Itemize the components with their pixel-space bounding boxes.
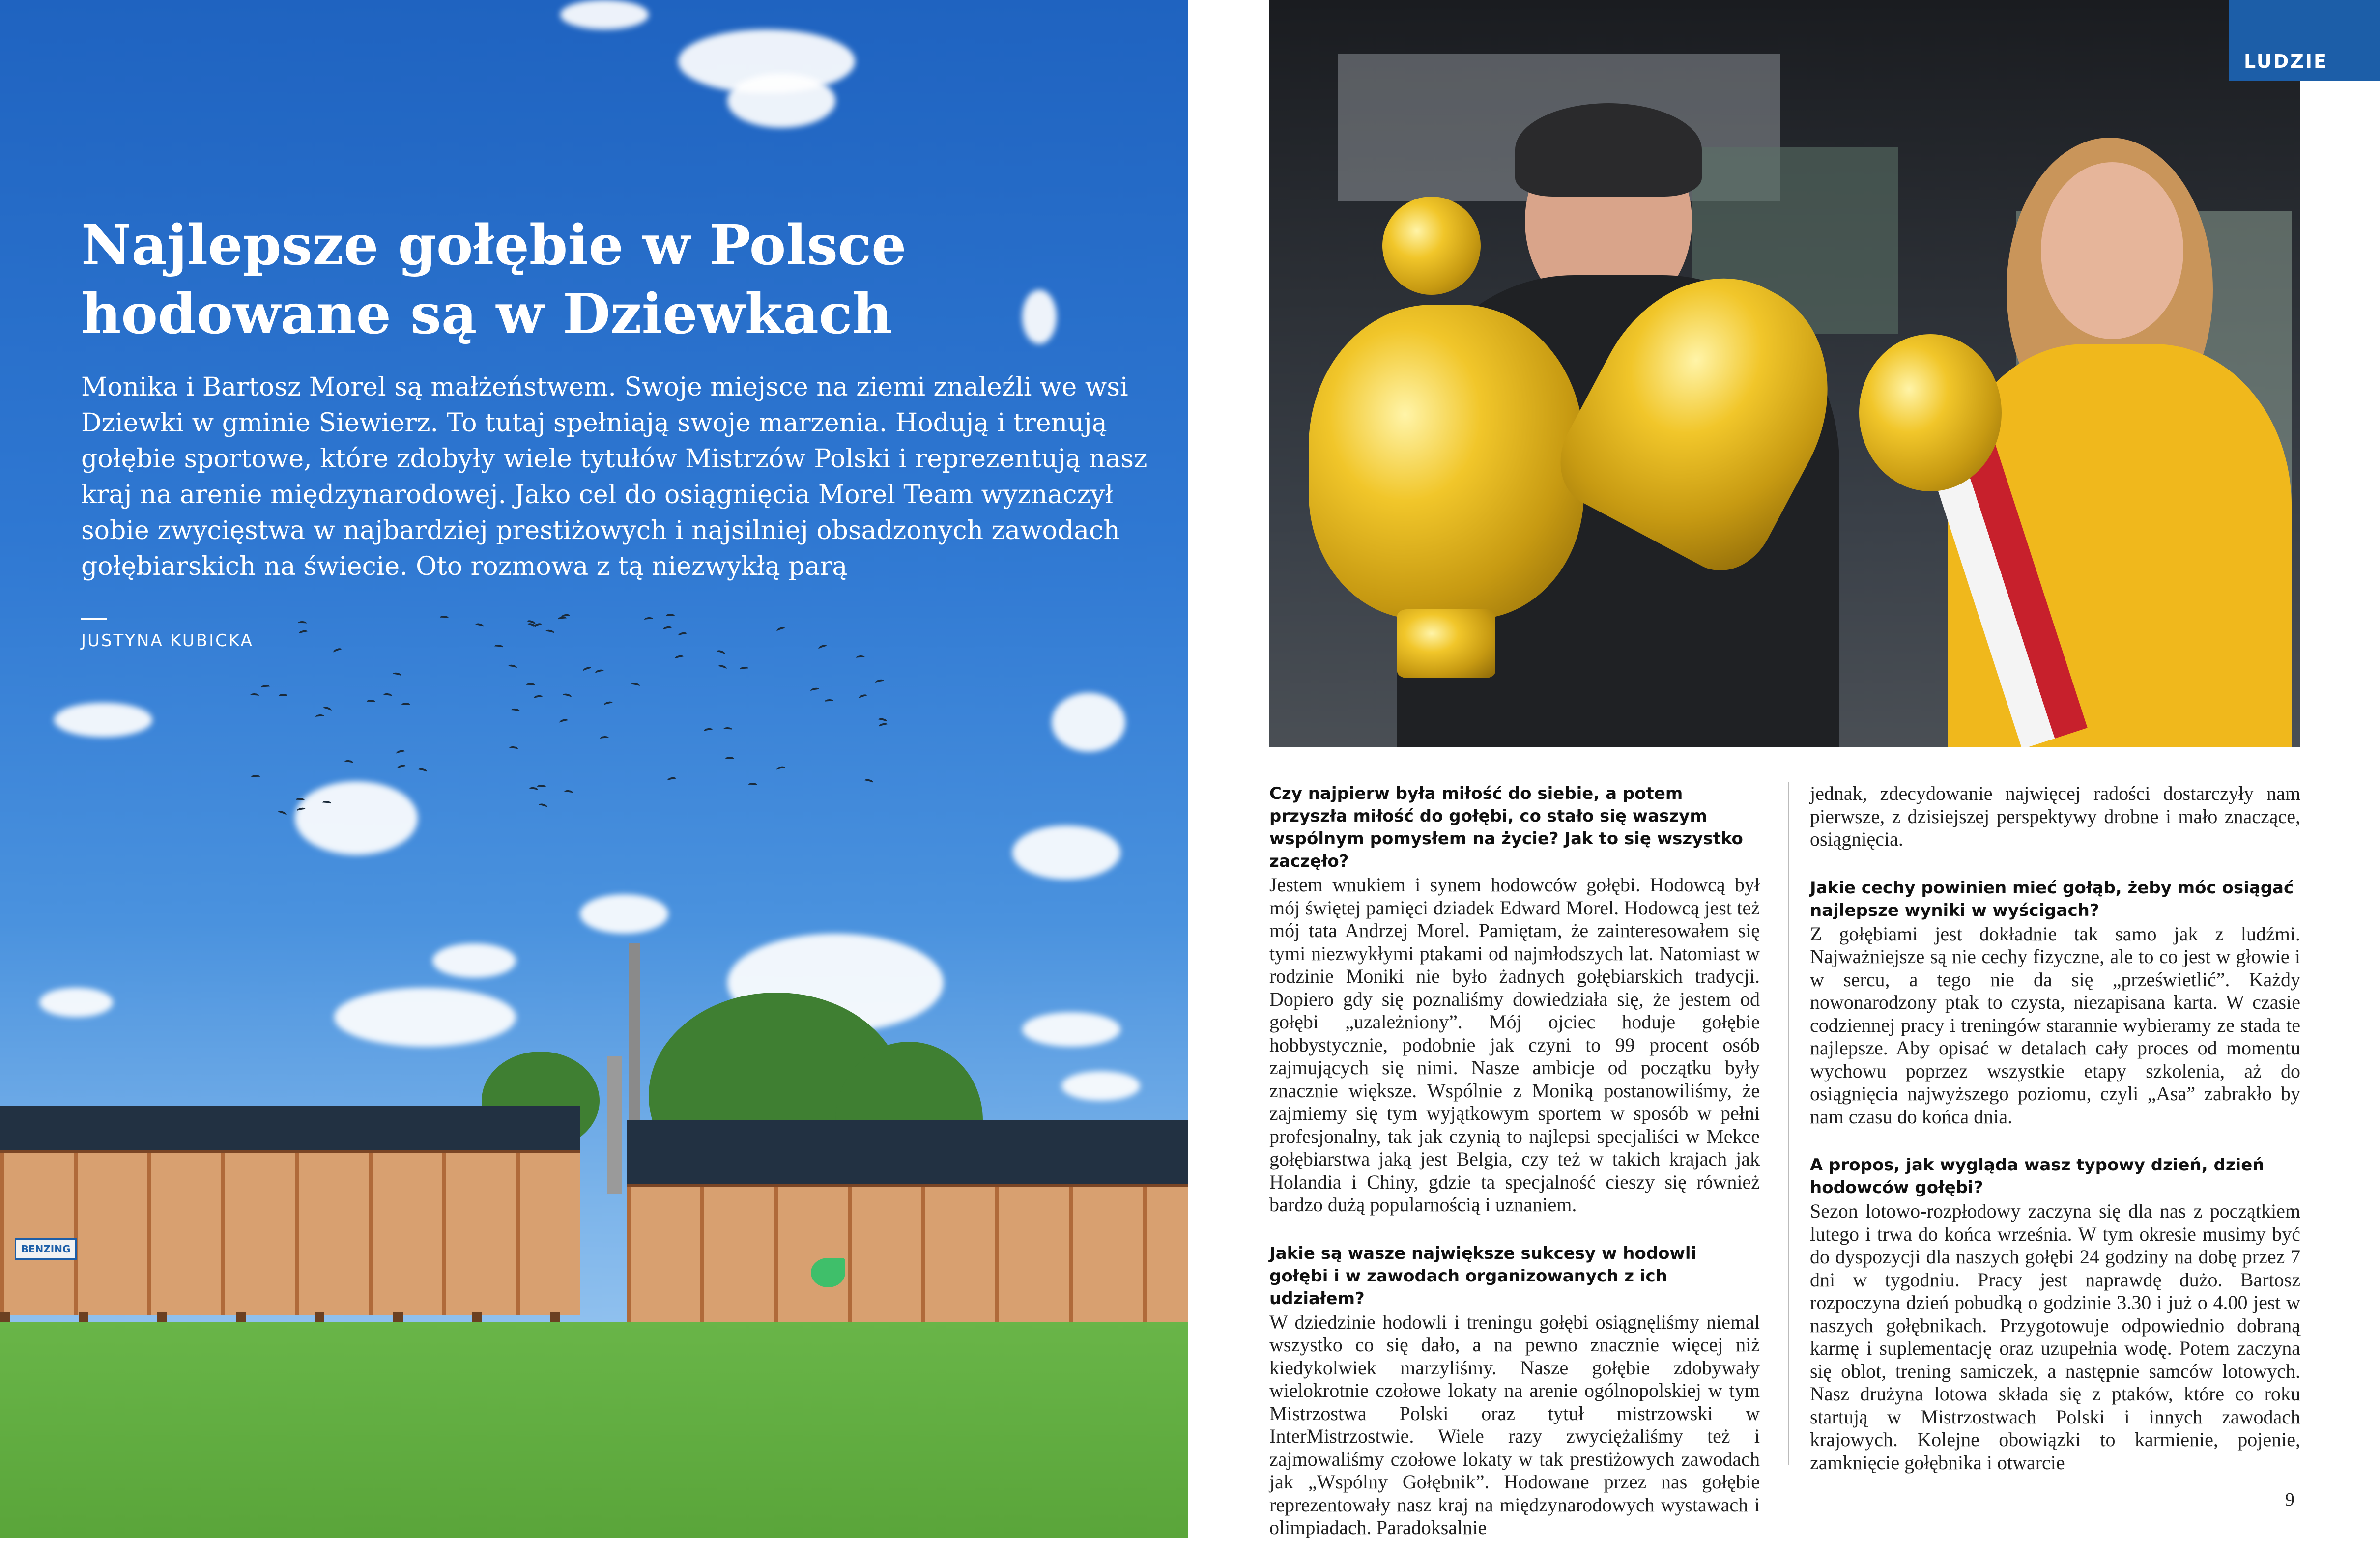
- cloud: [580, 894, 668, 934]
- bird: [595, 669, 604, 675]
- bird: [858, 693, 868, 700]
- bird: [397, 764, 406, 770]
- trophy-emblem: [1382, 197, 1481, 295]
- headline-line-1: Najlepsze gołębie w Polsce: [81, 213, 907, 278]
- author-byline: JUSTYNA KUBICKA: [81, 631, 254, 651]
- bird: [564, 790, 573, 795]
- bird: [296, 797, 305, 802]
- bird: [250, 693, 259, 698]
- page-number: 9: [2285, 1489, 2294, 1510]
- byline-rule: [81, 618, 107, 620]
- bird: [725, 757, 734, 761]
- article-column-1: [1269, 782, 1760, 1565]
- bird: [810, 687, 820, 693]
- utility-pole: [607, 1056, 622, 1194]
- bird: [322, 706, 332, 712]
- bird: [393, 672, 402, 679]
- bird: [776, 766, 786, 772]
- question: Jakie są wasze największe sukcesy w hodowli gołębi i w zawodach organizowanych z ich udziałem?: [1269, 1243, 1697, 1309]
- bird: [315, 714, 324, 719]
- answer: Jestem wnukiem i synem hodowców gołębi. Hodowcą był mój świętej pamięci dziadek Edward Morel. Hodowcą jest też mój tata Andrzej Morel. Pamiętam, że zainteresowałem się tymi niezwykłymi ptakami od najmłodszych lat. Natomiast w rodzinie Moniki nie było żadnych gołębiarskich tradycji. Dopiero gdy się poznaliśmy dowiedziała się, że jestem od gołębi „uzależniony”. Mój ojciec hoduje gołębie hobbystycznie, podobnie jak czyni to 99 procent osób zajmujących się nimi. Nasze ambicje od początku były znacznie większe. Wspólnie z Moniką postanowiliśmy, że zajmiemy się tym wyjątkowym sportem w sposób w pełni profesjonalny, tak jak czynią to najlepsi specjaliści w Mekce gołębiarstwa jaką jest Belgia, czy też w takich krajach jak Holandia i Chiny, gdzie ta specjalność cieszy się również bardzo dużą popularnością i uznaniem.: [1269, 874, 1760, 1216]
- question: A propos, jak wygląda wasz typowy dzień, dzień hodowców gołębi?: [1810, 1155, 2265, 1197]
- bird: [678, 631, 687, 638]
- bird: [562, 693, 572, 699]
- bird: [666, 614, 675, 618]
- lawn: [0, 1322, 1188, 1538]
- bird: [279, 693, 287, 698]
- bird: [875, 679, 885, 684]
- trophy-large: [1309, 305, 1584, 619]
- cover-photo: [0, 0, 1188, 1538]
- bird: [675, 654, 685, 661]
- bird: [509, 746, 518, 751]
- bird: [818, 644, 828, 651]
- section-tag-label: LUDZIE: [2244, 51, 2328, 72]
- bird: [723, 727, 732, 732]
- bird: [333, 647, 343, 654]
- cloud: [727, 74, 835, 128]
- bird: [526, 683, 535, 688]
- trophy-large-base: [1397, 609, 1495, 678]
- bird: [600, 736, 609, 740]
- bird: [776, 626, 786, 633]
- answer: Z gołębiami jest dokładnie tak samo jak z ludźmi. Najważniejsze są nie cechy fizyczne, ale to co jest w głowie i w sercu, a tego nie da się „prześwietlić”. Każdy nowonarodzony ptak to czysta, niezapisana karta. W czasie codziennej pracy i treningów starannie wybieramy ze stada te najlepsze. Aby opisać w detalach cały proces od momentu wychowu poprzez wszystkie etapy szkolenia, aż do osiągnięcia najwyższego poziomu, czyli „Asa” zabrakło by nam czasu do końca dnia.: [1810, 922, 2300, 1128]
- bird: [396, 749, 405, 756]
- right-page: [1188, 0, 2380, 1538]
- bird: [644, 617, 654, 622]
- bird: [277, 810, 287, 817]
- bird: [582, 666, 592, 673]
- bird: [298, 621, 307, 625]
- bird: [475, 623, 485, 629]
- cloud: [295, 781, 418, 855]
- man-cap: [1515, 103, 1702, 197]
- bird: [508, 664, 517, 670]
- bird: [557, 616, 567, 622]
- cloud: [1061, 1071, 1140, 1101]
- answer-continued: jednak, zdecydowanie najwięcej radości dostarczyły nam pierwsze, z dzisiejszej perspektywy drobne i mało znaczące, osiągnięcia.: [1810, 782, 2300, 850]
- bird: [748, 783, 757, 788]
- bird: [856, 655, 865, 660]
- bird: [878, 722, 888, 729]
- bird: [344, 760, 353, 765]
- cloud: [432, 943, 516, 978]
- bird: [631, 682, 640, 688]
- article-column-2: [1810, 782, 2300, 1500]
- column-divider: [1788, 782, 1789, 1465]
- answer: W dziedzinie hodowli i treningu gołębi osiągnęliśmy niemal wszystko co się dało, a na pewno znacznie więcej niż kiedykolwiek marzyliśmy. Nasze gołębie zdobywały wielokrotnie czołowe lokaty na arenie ogólnopolskiej w tym Mistrzostwa Polski oraz tytuł mistrzowski w InterMistrzostwie. Wiele razy zwyciężaliśmy też i zajmowaliśmy czołowe lokaty w tak prestiżowych zawodach jak „Wspólny Gołębnik”. Hodowane przez nas gołębie reprezentowały nasz kraj na międzynarodowych wystawach i olimpiadach. Paradoksalnie: [1269, 1310, 1760, 1538]
- bird: [440, 615, 449, 620]
- bird: [533, 695, 543, 701]
- cloud: [334, 988, 516, 1047]
- bird: [717, 664, 727, 671]
- trophy-photo: [1269, 0, 2300, 747]
- cloud: [1022, 1012, 1120, 1047]
- bird: [739, 667, 748, 672]
- pigeon-emblem: [811, 1258, 845, 1287]
- bird: [494, 644, 503, 650]
- headline-line-2: hodowane są w Dziewkach: [81, 282, 892, 346]
- woman-face: [2041, 162, 2183, 339]
- benzing-sign: BENZING: [15, 1238, 77, 1260]
- cloud: [39, 988, 113, 1017]
- cloud: [54, 703, 152, 737]
- answer: Sezon lotowo-rozpłodowy zaczyna się dla nas z początkiem lutego i trwa do końca września. W tym okresie musimy być do dyspozycji dla naszych gołębi 24 godziny na dobę przez 7 dni w tygodniu. Pracy jest naprawdę dużo. Bartosz rozpoczyna dzień pobudką o godzinie 3.30 i już o 4.00 jest w naszych gołębnikach. Przygotowuje odpowiednio dobraną karmę i suplementację oraz uzupełnia wodę. Potem zaczyna się oblot, trening samiczek, a następnie samców lotowych. Nasz drużyna lotowa składa się z ptaków, które co roku startują w Mistrzostwach Polski i innych zawodach krajowych. Kolejne obowiązki to karmienie, pojenie, zamknięcie gołębnika i otwarcie: [1810, 1200, 2300, 1474]
- bird: [261, 684, 270, 690]
- bird: [251, 775, 260, 780]
- bird: [298, 629, 308, 636]
- article-lead: Monika i Bartosz Morel są małżeństwem. Swoje miejsce na ziemi znaleźli we wsi Dziewki w gminie Siewierz. To tutaj spełniają swoje marzenia. Hodują i trenują gołębie sportowe, które zdobyły wiele tytułów Mistrzów Polski i reprezentują nasz kraj na arenie międzynarodowej. Jako cel do osiągnięcia Morel Team wyznaczył sobie zwycięstwa w najbardziej prestiżowych i najsilniej obsadzonych zawodach gołębiarskich na świecie. Oto rozmowa z tą niezwykłą parą: [81, 372, 1147, 581]
- bird: [603, 701, 613, 707]
- question: Jakie cechy powinien mieć gołąb, żeby móc osiągać najlepsze wyniki w wyścigach?: [1810, 878, 2294, 920]
- bird: [825, 699, 833, 704]
- bird: [667, 777, 677, 783]
- trophy-small: [1859, 334, 2002, 491]
- bird: [703, 727, 713, 733]
- bird: [662, 626, 672, 631]
- bird: [367, 699, 375, 704]
- bird: [418, 768, 428, 774]
- article-headline: [81, 211, 1113, 349]
- bird: [537, 784, 546, 789]
- bird: [559, 718, 569, 724]
- bird: [716, 650, 726, 656]
- cloud: [1012, 825, 1120, 880]
- bird: [538, 803, 548, 809]
- bird: [383, 693, 392, 698]
- bird: [545, 629, 554, 635]
- bird: [511, 708, 520, 713]
- bird: [401, 703, 410, 707]
- cloud: [1052, 693, 1125, 752]
- cloud: [560, 0, 649, 29]
- question: Czy najpierw była miłość do siebie, a potem przyszła miłość do gołębi, co stało się waszym wspólnym pomysłem na życie? Jak to się wszystko zaczęło?: [1269, 784, 1743, 871]
- bird: [864, 778, 874, 785]
